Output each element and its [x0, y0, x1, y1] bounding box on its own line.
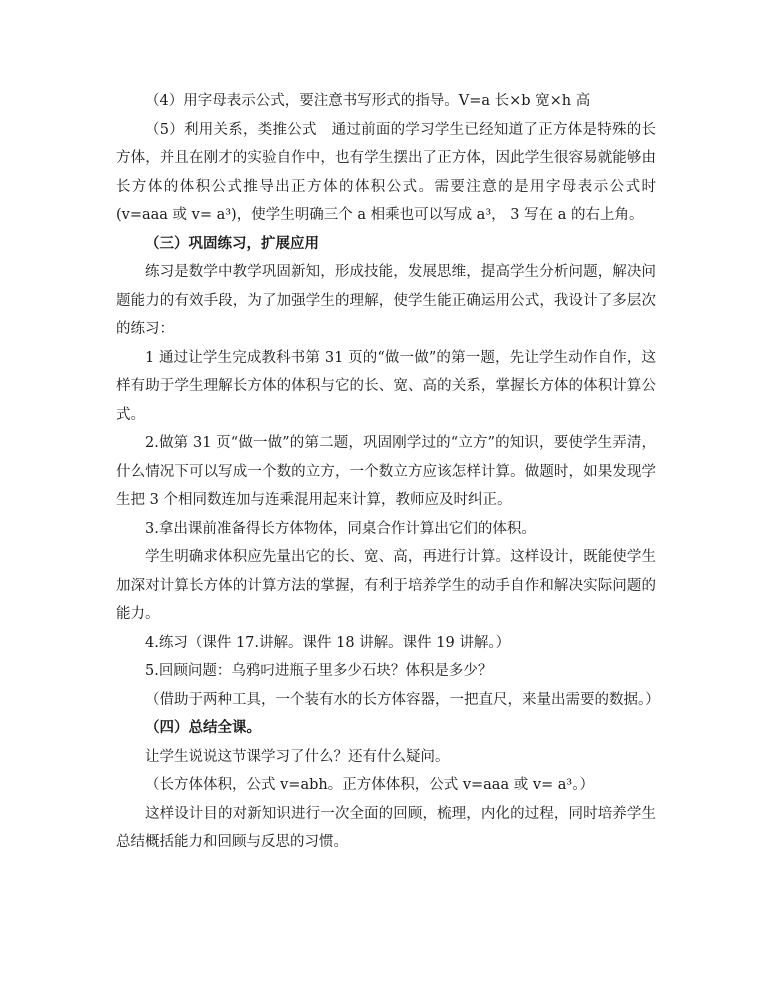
paragraph-summary-formulas: （长方体体积，公式 v=abh。正方体体积，公式 v=aaa 或 v= a³。）: [145, 777, 594, 793]
section-heading-practice: （三）巩固练习，扩展应用: [145, 234, 319, 252]
paragraph-practice-intro: 练习是数学中教学巩固新知，形成技能，发展思维，提高学生分析问题，解决问题能力的有效手段，为了加强学生的理解，使学生能正确运用公式，我设计了多层次的练习：: [116, 264, 656, 337]
paragraph-exercise-2: 2.做第 31 页“做一做”的第二题，巩固刚学过的“立方”的知识，要使学生弄清，什么情况下可以写成一个数的立方，一个数立方应该怎样计算。做题时，如果发现学生把 3 个相同数连加与连乘混用起来计算，教师应及时纠正。: [116, 435, 656, 508]
paragraph-exercise-1: 1 通过让学生完成教科书第 31 页的“做一做”的第一题，先让学生动作自作，这样有助于学生理解长方体的体积与它的长、宽、高的关系，掌握长方体的体积计算公式。: [116, 349, 656, 423]
paragraph-summary-prompt: 让学生说说这节课学习了什么？还有什么疑问。: [145, 748, 450, 765]
paragraph-cube-formula: （5）利用关系，类推公式 通过前面的学习学生已经知道了正方体是特殊的长方体，并且在刚才的实验自作中，也有学生摆出了正方体，因此学生很容易就能够由长方体的体积公式推导出正方体的体积公式。需要注意的是用字母表示公式时(v=aaa 或 v= a³)，使学生明确三个 a 相乘也可以写成 a³， 3 写在 a 的右上角。: [116, 121, 656, 223]
paragraph-exercise-4: 4.练习（课件 17.讲解。课件 18 讲解。课件 19 讲解。）: [145, 634, 511, 651]
paragraph-summary-purpose: 这样设计目的对新知识进行一次全面的回顾，梳理，内化的过程，同时培养学生总结概括能力和回顾与反思的习惯。: [116, 805, 656, 850]
paragraph-exercise-5: 5.回顾问题：乌鸦叼进瓶子里多少石块？体积是多少？: [145, 663, 493, 679]
paragraph-formula-letters: （4）用字母表示公式，要注意书写形式的指导。V=a 长×b 宽×h 高: [145, 93, 591, 109]
section-heading-summary: （四）总结全课。: [145, 719, 261, 736]
document-body: [116, 87, 660, 857]
paragraph-exercise-5-note: （借助于两种工具，一个装有水的长方体容器，一把直尺，来量出需要的数据。）: [145, 691, 660, 708]
paragraph-exercise-3-note: 学生明确求体积应先量出它的长、宽、高，再进行计算。这样设计，既能使学生加深对计算长方体的计算方法的掌握，有利于培养学生的动手自作和解决实际问题的能力。: [116, 549, 656, 622]
paragraph-exercise-3: 3.拿出课前准备得长方体物体，同桌合作计算出它们的体积。: [145, 520, 536, 537]
